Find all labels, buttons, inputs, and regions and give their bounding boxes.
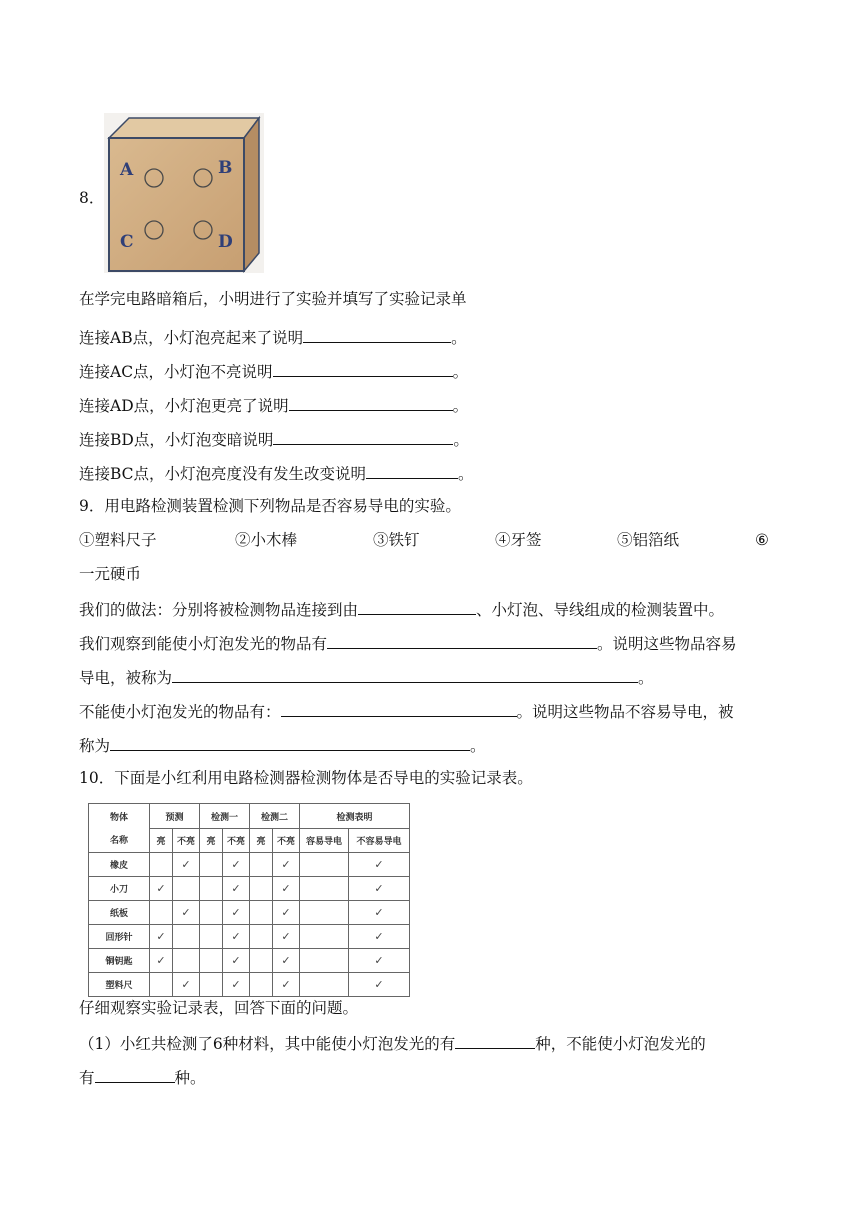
empty-cell bbox=[200, 877, 223, 901]
group-header-predict: 预测 bbox=[150, 804, 200, 829]
empty-cell bbox=[250, 973, 273, 997]
check-mark-icon: ✓ bbox=[374, 954, 384, 967]
sub-header: 不容易导电 bbox=[349, 829, 410, 853]
checked-cell bbox=[349, 877, 410, 901]
table-row bbox=[89, 973, 410, 997]
label-d: D bbox=[218, 232, 233, 252]
q9-method: 我们的做法：分别将被检测物品连接到由 、小灯泡、导线组成的检测装置中。 bbox=[79, 598, 724, 620]
check-mark-icon: ✓ bbox=[231, 930, 241, 943]
question-9-title: 9．用电路检测装置检测下列物品是否容易导电的实验。 bbox=[79, 497, 461, 515]
group-header-test2: 检测二 bbox=[250, 804, 300, 829]
check-mark-icon: ✓ bbox=[281, 930, 291, 943]
check-mark-icon: ✓ bbox=[374, 906, 384, 919]
empty-cell bbox=[250, 901, 273, 925]
check-mark-icon: ✓ bbox=[374, 858, 384, 871]
check-mark-icon: ✓ bbox=[156, 954, 166, 967]
q9-not: 不能使小灯泡发光的物品有： 。说明这些物品不容易导电，被 bbox=[79, 700, 734, 722]
q8-line-bc: 连接BC点，小灯泡亮度没有发生改变说明 。 bbox=[79, 462, 474, 484]
check-mark-icon: ✓ bbox=[281, 954, 291, 967]
check-mark-icon: ✓ bbox=[231, 882, 241, 895]
q10-instruction: 仔细观察实验记录表，回答下面的问题。 bbox=[79, 999, 359, 1017]
material-name-cell: 橡皮 bbox=[89, 853, 150, 877]
empty-cell bbox=[150, 901, 173, 925]
answer-blank[interactable] bbox=[110, 734, 470, 751]
sub-header: 亮 bbox=[200, 829, 223, 853]
empty-cell bbox=[200, 853, 223, 877]
checked-cell bbox=[349, 973, 410, 997]
table-row bbox=[89, 853, 410, 877]
answer-blank[interactable] bbox=[273, 428, 453, 445]
checked-cell bbox=[349, 949, 410, 973]
checked-cell bbox=[223, 901, 250, 925]
checked-cell bbox=[273, 949, 300, 973]
answer-blank[interactable] bbox=[273, 360, 453, 377]
q8-line-ac: 连接AC点，小灯泡不亮说明 。 bbox=[79, 360, 468, 382]
empty-cell bbox=[300, 877, 349, 901]
checked-cell bbox=[273, 853, 300, 877]
checked-cell bbox=[223, 973, 250, 997]
check-mark-icon: ✓ bbox=[281, 906, 291, 919]
checked-cell bbox=[173, 901, 200, 925]
empty-cell bbox=[250, 853, 273, 877]
checked-cell bbox=[223, 853, 250, 877]
checked-cell bbox=[273, 901, 300, 925]
question-8-number: 8． bbox=[79, 189, 105, 207]
experiment-record-table bbox=[88, 803, 410, 997]
check-mark-icon: ✓ bbox=[181, 858, 191, 871]
q10-sub1: （1）小红共检测了6种材料，其中能使小灯泡发光的有 种，不能使小灯泡发光的 bbox=[79, 1032, 706, 1054]
q9-items-cont: 一元硬币 bbox=[79, 565, 142, 583]
check-mark-icon: ✓ bbox=[281, 858, 291, 871]
checked-cell bbox=[223, 949, 250, 973]
empty-cell bbox=[250, 925, 273, 949]
empty-cell bbox=[173, 877, 200, 901]
check-mark-icon: ✓ bbox=[231, 954, 241, 967]
label-a: A bbox=[120, 160, 134, 180]
checked-cell bbox=[173, 973, 200, 997]
table-row bbox=[89, 901, 410, 925]
question-10-title: 10．下面是小红利用电路检测器检测物体是否导电的实验记录表。 bbox=[79, 769, 533, 787]
box-top-face bbox=[109, 118, 259, 138]
circuit-box-figure bbox=[104, 113, 264, 273]
check-mark-icon: ✓ bbox=[281, 882, 291, 895]
check-mark-icon: ✓ bbox=[281, 978, 291, 991]
sub-header: 不亮 bbox=[223, 829, 250, 853]
material-name-cell: 小刀 bbox=[89, 877, 150, 901]
check-mark-icon: ✓ bbox=[231, 978, 241, 991]
empty-cell bbox=[173, 925, 200, 949]
check-mark-icon: ✓ bbox=[374, 930, 384, 943]
check-mark-icon: ✓ bbox=[231, 858, 241, 871]
checked-cell bbox=[273, 877, 300, 901]
empty-cell bbox=[300, 925, 349, 949]
material-name-cell: 铜钥匙 bbox=[89, 949, 150, 973]
q8-line-ad: 连接AD点，小灯泡更亮了说明 。 bbox=[79, 394, 468, 416]
material-name-cell: 纸板 bbox=[89, 901, 150, 925]
answer-blank[interactable] bbox=[327, 632, 597, 649]
table-row bbox=[89, 925, 410, 949]
check-mark-icon: ✓ bbox=[374, 978, 384, 991]
empty-cell bbox=[173, 949, 200, 973]
q8-intro: 在学完电路暗箱后，小明进行了实验并填写了实验记录单 bbox=[79, 290, 467, 308]
checked-cell bbox=[150, 949, 173, 973]
sub-header: 亮 bbox=[250, 829, 273, 853]
answer-blank[interactable] bbox=[366, 462, 458, 479]
checked-cell bbox=[273, 925, 300, 949]
answer-blank[interactable] bbox=[289, 394, 453, 411]
check-mark-icon: ✓ bbox=[156, 882, 166, 895]
sub-header: 容易导电 bbox=[300, 829, 349, 853]
empty-cell bbox=[200, 949, 223, 973]
checked-cell bbox=[349, 925, 410, 949]
checked-cell bbox=[150, 925, 173, 949]
check-mark-icon: ✓ bbox=[374, 882, 384, 895]
table-row bbox=[89, 949, 410, 973]
checked-cell bbox=[173, 853, 200, 877]
group-header-test1: 检测一 bbox=[200, 804, 250, 829]
empty-cell bbox=[300, 973, 349, 997]
checked-cell bbox=[273, 973, 300, 997]
empty-cell bbox=[200, 925, 223, 949]
check-mark-icon: ✓ bbox=[181, 906, 191, 919]
empty-cell bbox=[300, 949, 349, 973]
empty-cell bbox=[150, 853, 173, 877]
q10-sub1-cont: 有 种。 bbox=[79, 1066, 206, 1088]
table-row bbox=[89, 877, 410, 901]
empty-cell bbox=[150, 973, 173, 997]
box-side-face bbox=[244, 118, 259, 271]
group-header-result: 检测表明 bbox=[300, 804, 410, 829]
q9-called: 导电，被称为 。 bbox=[79, 666, 654, 688]
empty-cell bbox=[300, 853, 349, 877]
empty-cell bbox=[250, 949, 273, 973]
empty-cell bbox=[250, 877, 273, 901]
label-c: C bbox=[120, 232, 134, 252]
q9-observe: 我们观察到能使小灯泡发光的物品有 。说明这些物品容易 bbox=[79, 632, 737, 654]
answer-blank[interactable] bbox=[95, 1066, 175, 1083]
empty-cell bbox=[200, 973, 223, 997]
material-name-cell: 回形针 bbox=[89, 925, 150, 949]
label-b: B bbox=[218, 158, 233, 178]
answer-blank[interactable] bbox=[303, 326, 451, 343]
checked-cell bbox=[223, 877, 250, 901]
checked-cell bbox=[349, 901, 410, 925]
empty-cell bbox=[200, 901, 223, 925]
check-mark-icon: ✓ bbox=[231, 906, 241, 919]
sub-header: 不亮 bbox=[173, 829, 200, 853]
q8-line-bd: 连接BD点，小灯泡变暗说明 。 bbox=[79, 428, 469, 450]
answer-blank[interactable] bbox=[281, 700, 517, 717]
check-mark-icon: ✓ bbox=[181, 978, 191, 991]
check-mark-icon: ✓ bbox=[156, 930, 166, 943]
sub-header: 不亮 bbox=[273, 829, 300, 853]
checked-cell bbox=[223, 925, 250, 949]
empty-cell bbox=[300, 901, 349, 925]
checked-cell bbox=[349, 853, 410, 877]
answer-blank[interactable] bbox=[455, 1032, 535, 1049]
material-name-cell: 塑料尺 bbox=[89, 973, 150, 997]
answer-blank[interactable] bbox=[172, 666, 638, 683]
q8-line-ab: 连接AB点，小灯泡亮起来了说明 。 bbox=[79, 326, 467, 348]
answer-blank[interactable] bbox=[358, 598, 476, 615]
table-corner-header: 物体 名称 bbox=[89, 804, 150, 853]
q9-not-called: 称为 。 bbox=[79, 734, 486, 756]
sub-header: 亮 bbox=[150, 829, 173, 853]
checked-cell bbox=[150, 877, 173, 901]
